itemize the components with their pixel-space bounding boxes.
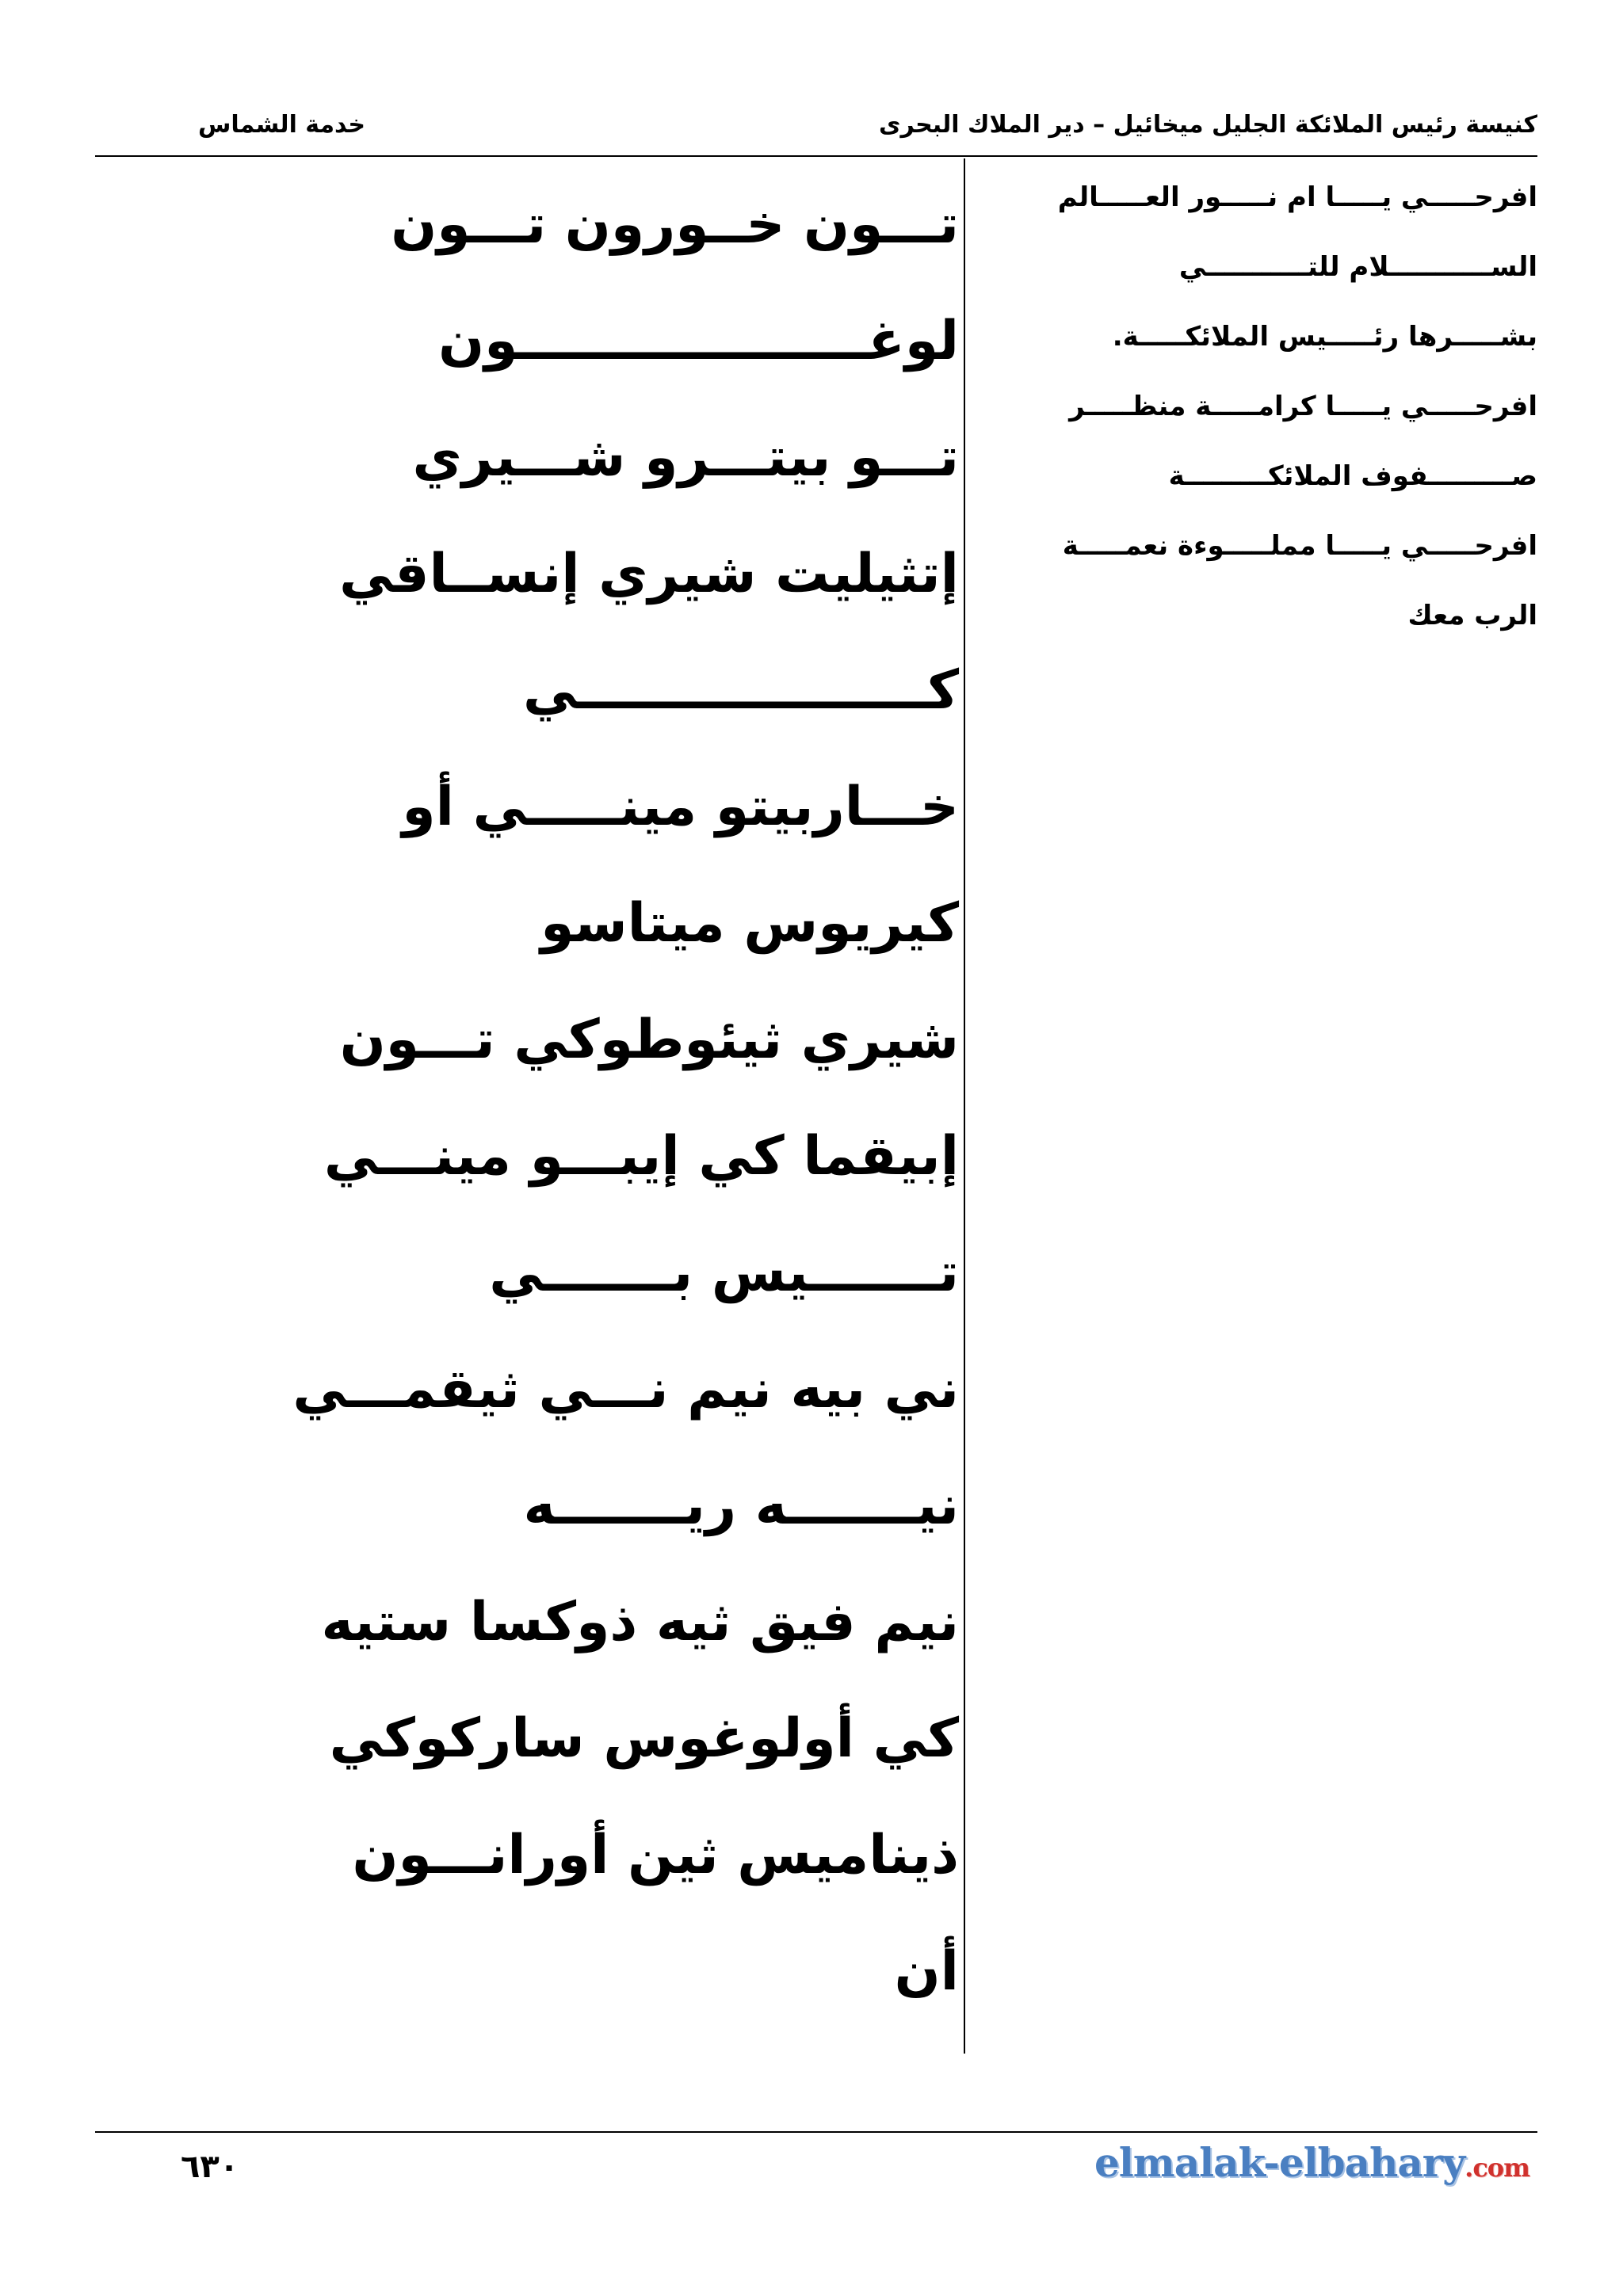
arabic-line: صـــــــــفوف الملائكـــــــــة [1168, 460, 1537, 492]
column-divider [964, 158, 965, 2054]
coptic-line: إبيقما كي إيبـــو مينـــي [323, 1125, 959, 1188]
arabic-line: افرحـــــي يـــــا مملـــــوءة نعمـــــة [1062, 530, 1537, 562]
coptic-transliteration-column [292, 166, 959, 2030]
header-divider [95, 155, 1537, 157]
coptic-line: تـــون خــورون تـــون [391, 193, 959, 256]
coptic-line: كـــــــــــــــــــي [523, 659, 959, 722]
arabic-line: الســـــــــــلام للتـــــــــــي [1178, 251, 1537, 283]
church-title: كنيسة رئيس الملائكة الجليل ميخائيل – دير الملاك البحرى [878, 111, 1537, 139]
coptic-line: كيريوس ميتاسو [540, 892, 959, 955]
coptic-line: لوغـــــــــــــــــــون [438, 310, 959, 372]
arabic-line: افرحـــــي يـــــا ام نـــــور العـــــالم [1057, 181, 1537, 213]
coptic-line: إتثيليت شيري إنســاقي [339, 543, 959, 605]
coptic-line: نيم فيق ثيه ذوكسا ستيه [321, 1591, 959, 1653]
site-logo-tld: .com [1465, 2153, 1529, 2183]
coptic-line: تـــــــيس بـــــــي [489, 1241, 959, 1304]
section-title: خدمة الشماس [198, 111, 366, 139]
coptic-line: ني بيه نيم نـــي ثيقمـــي [292, 1358, 959, 1421]
arabic-line: افرحـــــي يـــــا كرامـــــة منظـــــر [1069, 391, 1537, 422]
coptic-line: تـــو بيتـــرو شـــيري [412, 426, 959, 489]
page-number: ٦٣٠ [181, 2149, 239, 2185]
site-logo-name: elmalak-elbahary [1094, 2139, 1465, 2186]
footer-divider [95, 2131, 1537, 2133]
site-logo [1094, 2139, 1529, 2186]
coptic-line: كي أولوغوس ساركوكي [329, 1707, 959, 1770]
coptic-line: أن [894, 1940, 959, 2003]
coptic-line: نيـــــــه ريـــــــه [523, 1474, 959, 1537]
arabic-translation-column [991, 162, 1537, 650]
coptic-line: شيري ثيئوطوكي تـــون [339, 1009, 959, 1071]
arabic-line: بشـــــرها رئـــــيس الملائكـــــة. [1112, 321, 1537, 353]
coptic-line: خـــاربيتو مينـــــي أو [402, 776, 959, 838]
coptic-line: ذيناميس ثين أورانـــون [352, 1824, 959, 1886]
arabic-line: الرب معك [1407, 600, 1537, 631]
